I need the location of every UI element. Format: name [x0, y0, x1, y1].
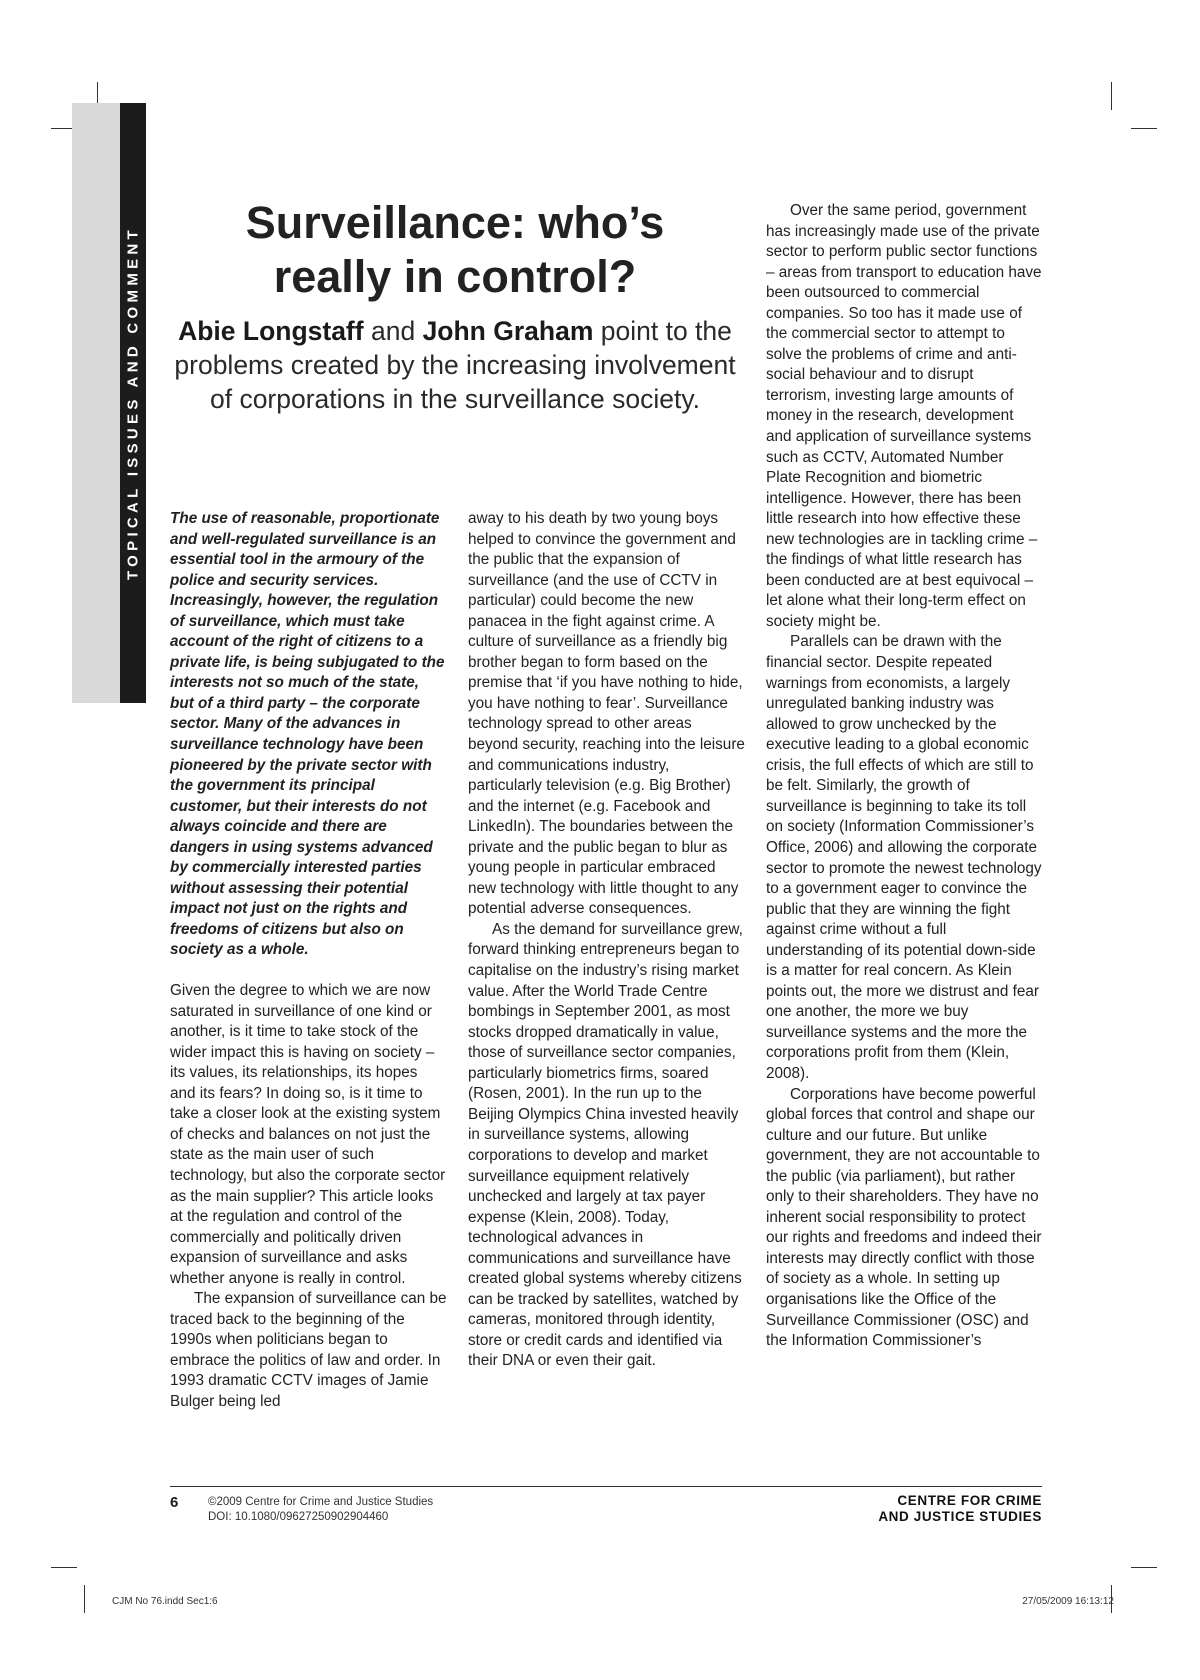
column-2 [468, 509, 745, 1372]
crop-mark [84, 1585, 85, 1613]
author-2: John Graham [422, 316, 594, 346]
crop-mark [51, 1567, 77, 1568]
title-line-1: Surveillance: who’s [245, 197, 665, 248]
copyright: ©2009 Centre for Crime and Justice Studies [208, 1496, 434, 1508]
body-paragraph: As the demand for surveillance grew, forward thinking entrepreneurs began to capitalise on the industry’s rising market value. After the World Trade Centre bombings in September 2001, as most stocks dropped dramatically in value, those of surveillance sector companies, particularly biometrics firms, soared (Rosen, 2001). In the run up to the Beijing Olympics China invested heavily in surveillance systems, allowing corporations to develop and market surveillance equipment relatively unchecked and largely at tax payer expense (Klein, 2008). Today, technological advances in communications and surveillance have created global systems whereby citizens can be tracked by satellites, watched by cameras, monitored through identity, store or credit cards and identified via their DNA or even their gait. [468, 920, 743, 1370]
body-paragraph: Given the degree to which we are now saturated in surveillance of one kind or another, is it time to take stock of the wider impact this is having on society – its values, its relationships, its hopes and its fears? In doing so, is it time to take a closer look at the existing system of checks and balances on not just the state as the main user of such technology, but also the corporate sector as the main supplier? This article looks at the regulation and control of the commercially and politically driven expansion of surveillance and asks whether anyone is really in control. [170, 982, 446, 1287]
standfirst [170, 314, 740, 416]
publisher-line-1: CENTRE FOR CRIME [897, 1493, 1042, 1508]
publisher-logo [760, 1493, 1042, 1525]
print-slug-right: 27/05/2009 16:13:12 [1022, 1596, 1114, 1607]
section-label: TOPICAL ISSUES AND COMMENT [124, 225, 142, 581]
column-3 [766, 201, 1042, 1352]
page-number: 6 [170, 1494, 179, 1511]
column-1 [170, 509, 447, 1413]
author-conjunction: and [370, 316, 416, 346]
intro-paragraph: The use of reasonable, proportionate and well-regulated surveillance is an essential tool in the armoury of the police and security services. Increasingly, however, the regulation of surveillance, which must take account of the right of citizens to a private life, is being subjugated to the interests not so much of the state, but of a third party – the corporate sector. Many of the advances in surveillance technology have been pioneered by the private sector with the government its principal customer, but their interests do not always coincide and there are dangers in using systems advanced by commercially interested parties without assessing their potential impact not just on the rights and freedoms of citizens but also on society as a whole. [170, 510, 445, 959]
body-paragraph: Over the same period, government has increasingly made use of the private sector to perform public sector functions – areas from transport to education have been outsourced to commercial companies. So too has it made use of the commercial sector to attempt to solve the problems of crime and anti-social behaviour and to disrupt terrorism, investing large amounts of money in the research, development and application of surveillance systems such as CCTV, Automated Number Plate Recognition and biometric intelligence. However, there has been little research into how effective these new technologies are in tackling crime – the findings of what little research has been conducted are at best equivocal – let alone what their long-term effect on society might be. [766, 202, 1042, 630]
footer-citation [208, 1495, 433, 1525]
standfirst-text: point to the problems created by the increasing involvement of corporations in the surveillance society. [174, 316, 736, 414]
crop-mark [1111, 82, 1112, 110]
crop-mark [1131, 128, 1157, 129]
print-slug-left: CJM No 76.indd Sec1:6 [112, 1596, 218, 1607]
body-paragraph: Parallels can be drawn with the financial sector. Despite repeated warnings from economists, a largely unregulated banking industry was allowed to grow unchecked by the executive leading to a global economic crisis, the full effects of which are still to be felt. Similarly, the growth of surveillance is beginning to take its toll on society (Information Commissioner’s Office, 2006) and allowing the corporate sector to promote the newest technology to a government eager to convince the public that they are winning the fight against crime without a full understanding of its potential down-side is a matter for real concern. As Klein points out, the more we distrust and fear one another, the more we buy surveillance systems and the more the corporations profit from them (Klein, 2008). [766, 633, 1042, 1082]
body-paragraph: The expansion of surveillance can be traced back to the beginning of the 1990s when politicians began to embrace the politics of law and order. In 1993 dramatic CCTV images of Jamie Bulger being led [170, 1290, 447, 1410]
body-paragraph: away to his death by two young boys helped to convince the government and the public that the expansion of surveillance (and the use of CCTV in particular) could become the new panacea in the fight against crime. A culture of surveillance as a friendly big brother began to form based on the premise that ‘if you have nothing to hide, you have nothing to fear’. Surveillance technology spread to other areas beyond security, reaching into the leisure and communications industry, particularly television (e.g. Big Brother) and the internet (e.g. Facebook and LinkedIn). The boundaries between the private and the public began to blur as young people in particular embraced new technology with little thought to any potential adverse consequences. [468, 510, 745, 918]
crop-mark [1131, 1567, 1157, 1568]
body-paragraph: Corporations have become powerful global forces that control and shape our culture and our future. But unlike government, they are not accountable to the public (via parliament), but rather only to their shareholders. They have no inherent social responsibility to protect our rights and freedoms and indeed their interests may directly conflict with those of society as a whole. In setting up organisations like the Office of the Surveillance Commissioner (OSC) and the Information Commissioner’s [766, 1085, 1042, 1350]
footer-rule [170, 1486, 1042, 1487]
title-line-2: really in control? [273, 251, 637, 302]
publisher-line-2: AND JUSTICE STUDIES [878, 1509, 1042, 1524]
article-title [170, 196, 740, 304]
doi: DOI: 10.1080/09627250902904460 [208, 1511, 389, 1523]
author-1: Abie Longstaff [178, 316, 364, 346]
side-tab-grey [72, 103, 120, 703]
